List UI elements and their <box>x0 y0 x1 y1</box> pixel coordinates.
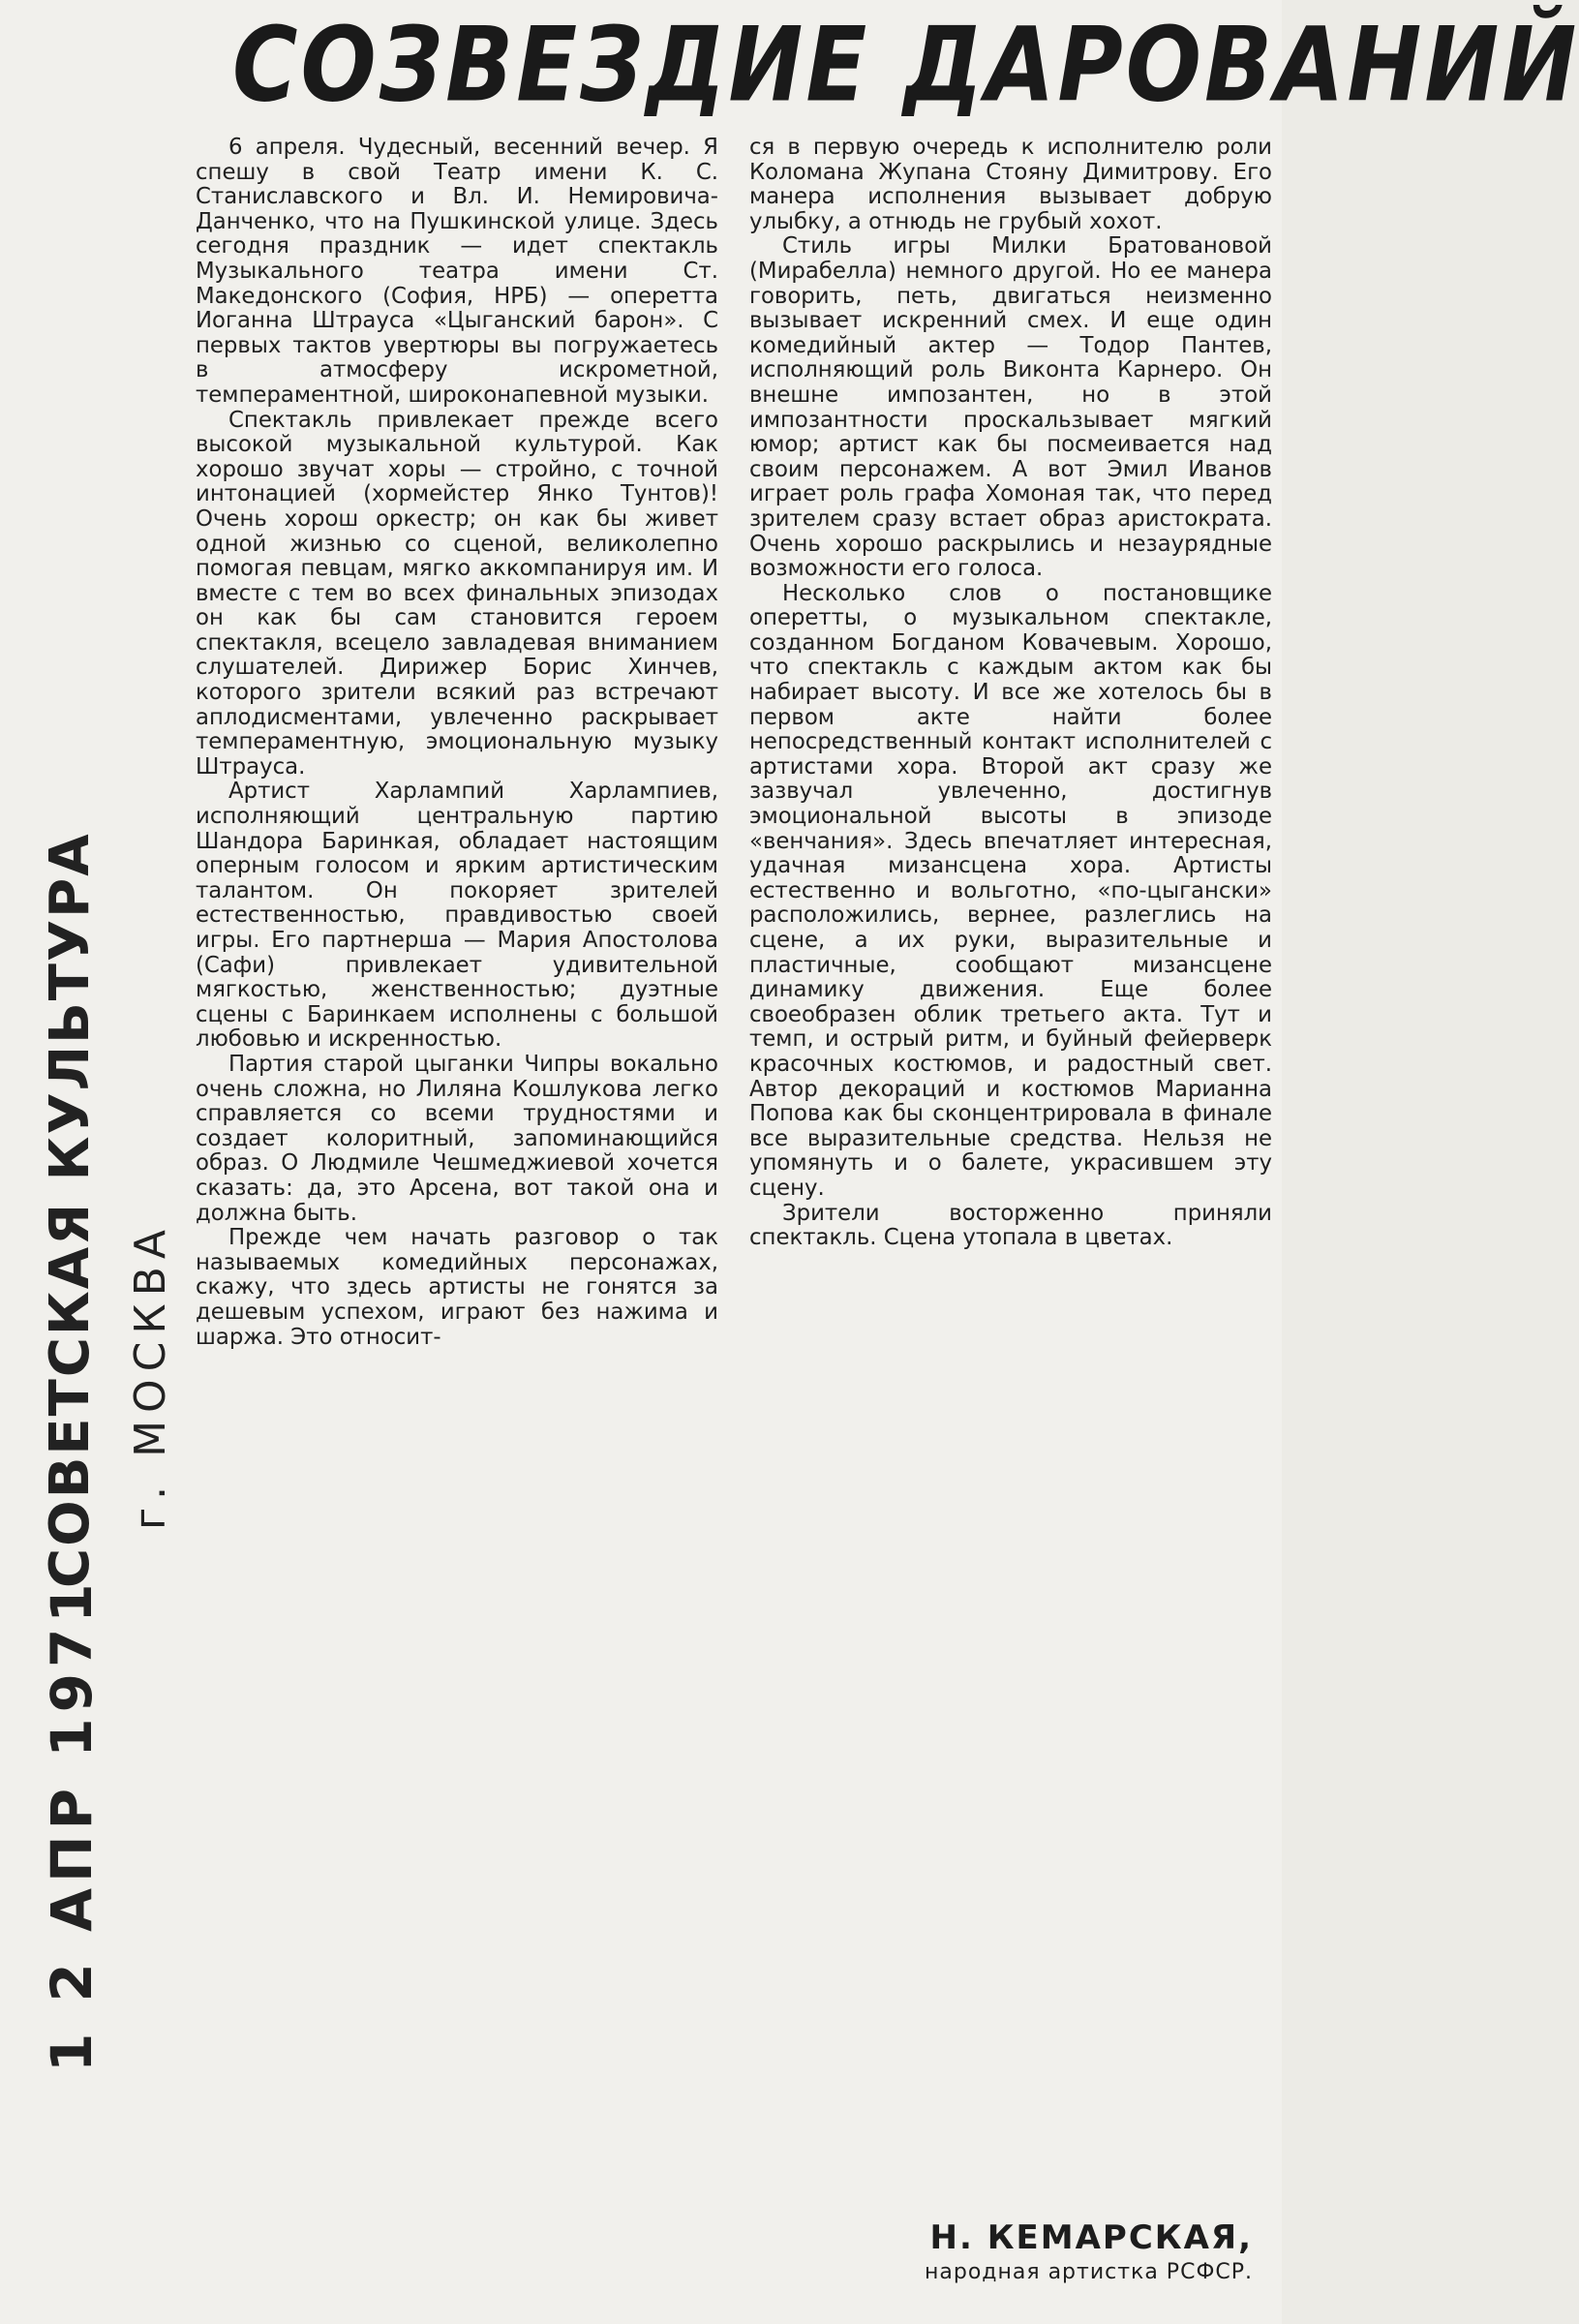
stamp-date: 1 2 АПР 1971 <box>39 1577 105 2072</box>
archive-stamp <box>19 832 213 2072</box>
stamp-newspaper: СОВЕТСКАЯ КУЛЬТУРА <box>39 832 102 1588</box>
paragraph: Спектакль привлекает прежде всего высокой музыкальной культурой. Как хорошо звучат хоры — стройно, с точной интонацией (хормейстер Янко Тунтов)! Очень хорош оркестр; он как бы живет одной жизнью со сценой, великолепно помогая певцам, мягко аккомпанируя им. И вместе с тем во всех финальных эпизодах он как бы сам становится героем спектакля, всецело завладевая вниманием слушателей. Дирижер Борис Хинчев, которого зрители всякий раз встречают аплодисментами, увлеченно раскрывает темпераментную, эмоциональную музыку Штрауса. <box>196 407 718 780</box>
paragraph: Прежде чем начать разговор о так называемых комедийных персонажах, скажу, что здесь артисты не гонятся за дешевым успехом, играют без нажима и шаржа. Это относит- <box>196 1225 718 1350</box>
paragraph-continued: ся в первую очередь к исполнителю роли Коломана Жупана Стояну Димитрову. Его манера исполнения вызывает добрую улыбку, а отнюдь не грубый хохот. <box>749 135 1272 234</box>
article-column-2 <box>749 136 1272 1251</box>
author-title: народная артистка РСФСР. <box>924 2260 1253 2284</box>
paragraph: Стиль игры Милки Братовановой (Мирабелла) немного другой. Но ее манера говорить, петь, двигаться неизменно вызывает искренний смех. И еще один комедийный актер — Тодор Пантев, исполняющий роль Виконта Карнеро. Он внешне импозантен, но в этой импозантности проскальзывает мягкий юмор; артист как бы посмеивается над своим персонажем. А вот Эмил Иванов играет роль графа Хомоная так, что перед зрителем сразу встает образ аристократа. Очень хорошо раскрылись и незаурядные возможности его голоса. <box>749 233 1272 582</box>
paragraph: Зрители восторженно приняли спектакль. Сцена утопала в цветах. <box>749 1200 1272 1251</box>
paragraph: Несколько слов о постановщике оперетты, о музыкальном спектакле, созданном Богданом Ковачевым. Хорошо, что спектакль с каждым актом как бы набирает высоту. И все же хотелось бы в первом акте найти более непосредственный контакт исполнителей с артистами хора. Второй акт сразу же зазвучал увлеченно, достигнув эмоциональной высоты в эпизоде «венчания». Здесь впечатляет интересная, удачная мизансцена хора. Артисты естественно и вольготно, «по-цыгански» расположились, вернее, разлеглись на сцене, а их руки, выразительные и пластичные, сообщают мизансцене динамику движения. Еще более своеобразен облик третьего акта. Тут и темп, и острый ритм, и буйный фейерверк красочных костюмов, и радостный свет. Автор декораций и костюмов Марианна Попова как бы сконцентрировала в финале все выразительные средства. Нельзя не упомянуть и о балете, украсившем эту сцену. <box>749 580 1272 1201</box>
stamp-city: г. МОСКВА <box>126 1222 175 1530</box>
paragraph: Артист Харлампий Харлампиев, исполняющий центральную партию Шандора Баринкая, обладает настоящим оперным голосом и ярким артистическим талантом. Он покоряет зрителей естественностью, правдивостью своей игры. Его партнерша — Мария Апостолова (Сафи) привлекает удивительной мягкостью, женственностью; дуэтные сцены с Баринкаем исполнены с большой любовью и искренностью. <box>196 779 718 1053</box>
paragraph: 6 апреля. Чудесный, весенний вечер. Я спешу в свой Театр имени К. С. Станиславского и Вл. И. Немировича-Данченко, что на Пушкинской улице. Здесь сегодня праздник — идет спектакль Музыкального театра имени Ст. Македонского (София, НРБ) — оперетта Иоганна Штрауса «Цыганский барон». С первых тактов увертюры вы погружаетесь в атмосферу искрометной, темпераментной, широконапевной музыки. <box>196 135 718 408</box>
paragraph: Партия старой цыганки Чипры вокально очень сложна, но Лиляна Кошлукова легко справляется со всеми трудностями и создает колоритный, запоминающийся образ. О Людмиле Чешмеджиевой хочется сказать: да, это Арсена, вот такой она и должна быть. <box>196 1051 718 1226</box>
article-column-1 <box>196 136 718 1350</box>
headline: СОЗВЕЗДИЕ ДАРОВАНИЙ <box>232 5 1579 125</box>
author-name: Н. КЕМАРСКАЯ, <box>929 2218 1253 2257</box>
author-signature <box>749 2217 1253 2287</box>
